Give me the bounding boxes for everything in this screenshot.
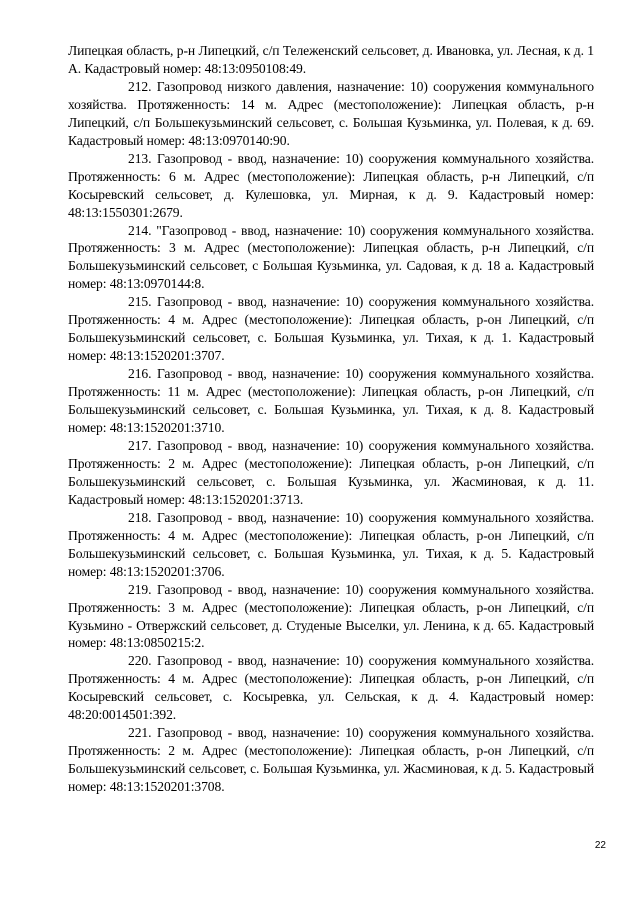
list-item-214: 214. "Газопровод - ввод, назначение: 10) сооружения коммунального хозяйства. Протяженность: 3 м. Адрес (местоположение): Липецкая область, р-н Липецкий, с/п Большекузьминский сельсовет, с Большая Кузьминка, ул. Садовая, к д. 18 а. Кадастровый номер: 48:13:0970144:8.	[68, 222, 594, 292]
list-item-220: 220. Газопровод - ввод, назначение: 10) сооружения коммунального хозяйства. Протяженность: 4 м. Адрес (местоположение): Липецкая область, р-он Липецкий, с/п Косыревский сельсовет, с. Косыревка, ул. Сельская, к д. 4. Кадастровый номер: 48:20:0014501:392.	[68, 653, 594, 723]
list-item-218: 218. Газопровод - ввод, назначение: 10) сооружения коммунального хозяйства. Протяженность: 4 м. Адрес (местоположение): Липецкая область, р-он Липецкий, с/п Большекузьминский сельсовет, с. Большая Кузьминка, ул. Тихая, к д. 5. Кадастровый номер: 48:13:1520201:3706.	[68, 509, 594, 579]
document-body	[68, 42, 594, 796]
list-item-219: 219. Газопровод - ввод, назначение: 10) сооружения коммунального хозяйства. Протяженность: 3 м. Адрес (местоположение): Липецкая область, р-он Липецкий, с/п Кузьмино - Отвержский сельсовет, д. Студеные Выселки, ул. Ленина, к д. 65. Кадастровый номер: 48:13:0850215:2.	[68, 581, 594, 651]
list-item-221: 221. Газопровод - ввод, назначение: 10) сооружения коммунального хозяйства. Протяженность: 2 м. Адрес (местоположение): Липецкая область, р-он Липецкий, с/п Большекузьминский сельсовет, с. Большая Кузьминка, ул. Жасминовая, к д. 5. Кадастровый номер: 48:13:1520201:3708.	[68, 725, 594, 795]
list-item-217: 217. Газопровод - ввод, назначение: 10) сооружения коммунального хозяйства. Протяженность: 2 м. Адрес (местоположение): Липецкая область, р-он Липецкий, с/п Большекузьминский сельсовет, с. Большая Кузьминка, ул. Жасминовая, к д. 11. Кадастровый номер: 48:13:1520201:3713.	[68, 437, 594, 507]
list-item-212: 212. Газопровод низкого давления, назначение: 10) сооружения коммунального хозяйства. Протяженность: 14 м. Адрес (местоположение): Липецкая область, р-н Липецкий, с/п Большекузьминский сельсовет, с. Большая Кузьминка, ул. Полевая, к д. 69. Кадастровый номер: 48:13:0970140:90.	[68, 78, 594, 148]
list-item-216: 216. Газопровод - ввод, назначение: 10) сооружения коммунального хозяйства. Протяженность: 11 м. Адрес (местоположение): Липецкая область, р-он Липецкий, с/п Большекузьминский сельсовет, с. Большая Кузьминка, ул. Тихая, к д. 8. Кадастровый номер: 48:13:1520201:3710.	[68, 366, 594, 436]
page-number: 22	[594, 840, 606, 851]
list-item-213: 213. Газопровод - ввод, назначение: 10) сооружения коммунального хозяйства. Протяженность: 6 м. Адрес (местоположение): Липецкая область, р-н Липецкий, с/п Косыревский сельсовет, д. Кулешовка, ул. Мирная, к д. 9. Кадастровый номер: 48:13:1550301:2679.	[68, 150, 594, 220]
list-item-215: 215. Газопровод - ввод, назначение: 10) сооружения коммунального хозяйства. Протяженность: 4 м. Адрес (местоположение): Липецкая область, р-он Липецкий, с/п Большекузьминский сельсовет, с. Большая Кузьминка, ул. Тихая, к д. 1. Кадастровый номер: 48:13:1520201:3707.	[68, 294, 594, 364]
continuation-paragraph: Липецкая область, р-н Липецкий, с/п Тележенский сельсовет, д. Ивановка, ул. Лесная, к д. 1 А. Кадастровый номер: 48:13:0950108:49.	[68, 43, 594, 76]
